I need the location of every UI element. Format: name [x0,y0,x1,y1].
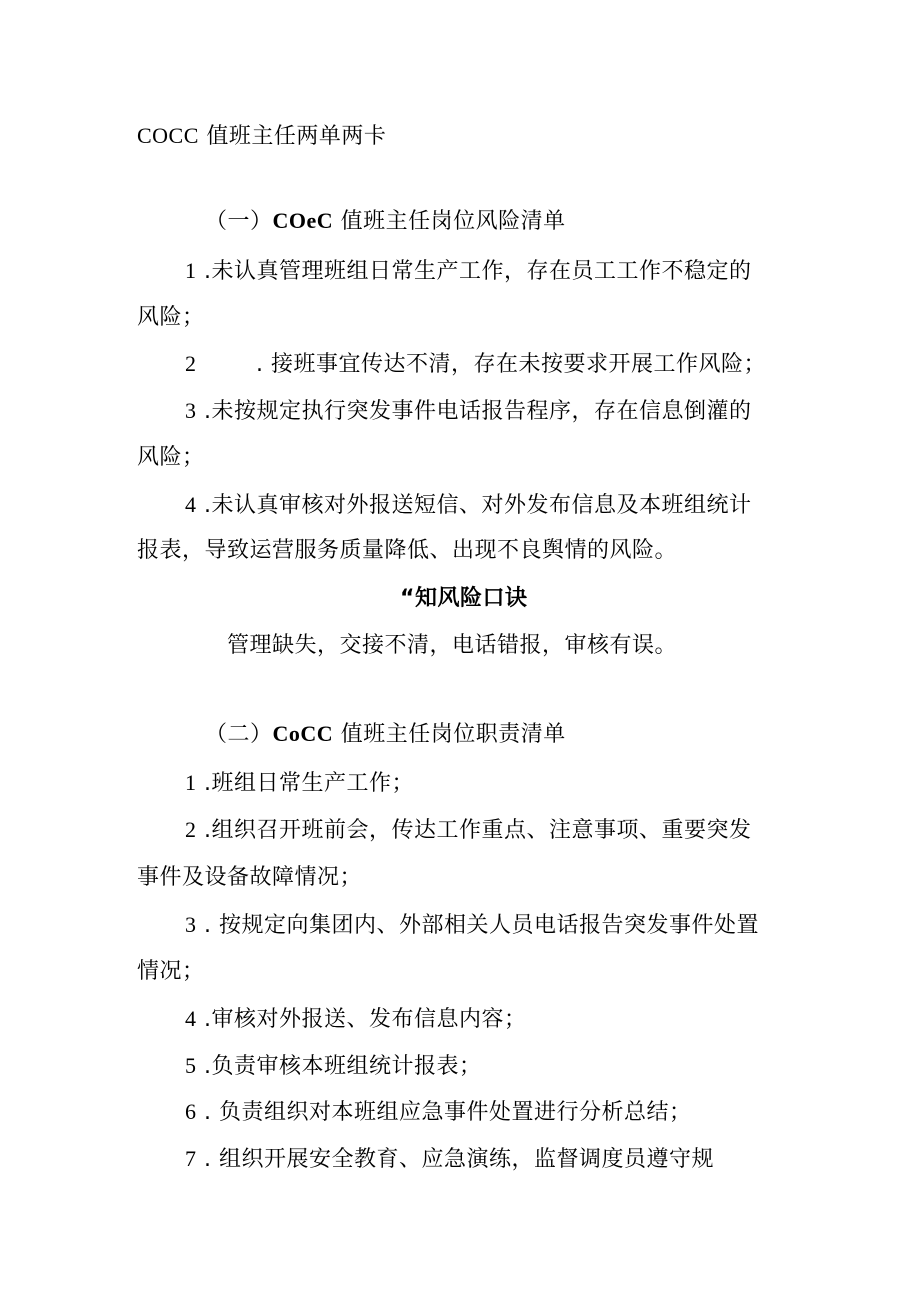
section1-title: 值班主任岗位风险清单 [340,209,566,234]
risk-item-4-number: 4 [185,492,197,517]
risk-item-4-text: .未认真审核对外报送短信、对外发布信息及本班组统计 [204,493,752,518]
duty-item-6-text: . 负责组织对本班组应急事件处置进行分析总结； [204,1100,692,1125]
risk-item-3-text: .未按规定执行突发事件电话报告程序，存在信息倒灌的 [204,399,752,424]
risk-item-2 [185,349,766,380]
duty-item-2-number: 2 [185,817,197,842]
duty-item-4 [185,1004,527,1035]
risk-item-4-continued: 报表，导致运营服务质量降低、出现不良舆情的风险。 [137,538,678,563]
duty-item-3-text: . 按规定向集团内、外部相关人员电话报告突发事件处置 [204,913,759,938]
title-code: COCC [137,123,199,148]
duty-item-7 [185,1144,714,1175]
duty-item-6 [185,1097,692,1128]
section1-heading [205,206,566,237]
section2-prefix: （二） [205,722,273,747]
section1-prefix: （一） [205,209,273,234]
risk-item-3 [185,396,752,427]
duty-item-1-number: 1 [185,770,197,795]
duty-item-6-number: 6 [185,1099,197,1124]
duty-item-3 [185,910,759,941]
risk-item-1-text: .未认真管理班组日常生产工作，存在员工工作不稳定的 [204,259,752,284]
risk-item-1-continued: 风险； [137,305,205,330]
section1-code: COeC [272,208,334,233]
risk-item-2-text: . 接班事宜传达不清，存在未按要求开展工作风险； [256,352,766,377]
document-title [137,121,386,152]
duty-item-2-continued: 事件及设备故障情况； [137,865,363,890]
duty-item-4-text: .审核对外报送、发布信息内容； [204,1007,527,1032]
risk-item-3-continued: 风险； [137,445,205,470]
section2-code: CoCC [272,721,334,746]
duty-item-5-text: .负责审核本班组统计报表； [204,1054,482,1079]
duty-item-2-text: .组织召开班前会，传达工作重点、注意事项、重要突发 [204,818,752,843]
section2-title: 值班主任岗位职责清单 [340,722,566,747]
risk-item-3-number: 3 [185,398,197,423]
duty-item-7-text: . 组织开展安全教育、应急演练，监督调度员遵守规 [204,1147,714,1172]
risk-item-2-number: 2 [185,351,197,376]
duty-item-3-number: 3 [185,912,197,937]
risk-item-1 [185,256,752,287]
section2-heading [205,719,566,750]
duty-item-1-text: .班组日常生产工作； [204,771,414,796]
duty-item-2 [185,815,752,846]
mnemonic-title: “知风险口诀 [400,586,528,611]
duty-item-3-continued: 情况； [137,959,205,984]
risk-item-1-number: 1 [185,258,197,283]
risk-item-4 [185,490,752,521]
duty-item-5 [185,1051,482,1082]
duty-item-7-number: 7 [185,1146,197,1171]
mnemonic-text: 管理缺失，交接不清，电话错报，审核有误。 [227,633,678,658]
duty-item-4-number: 4 [185,1006,197,1031]
title-text: 值班主任两单两卡 [206,124,387,149]
duty-item-5-number: 5 [185,1053,197,1078]
duty-item-1 [185,768,414,799]
